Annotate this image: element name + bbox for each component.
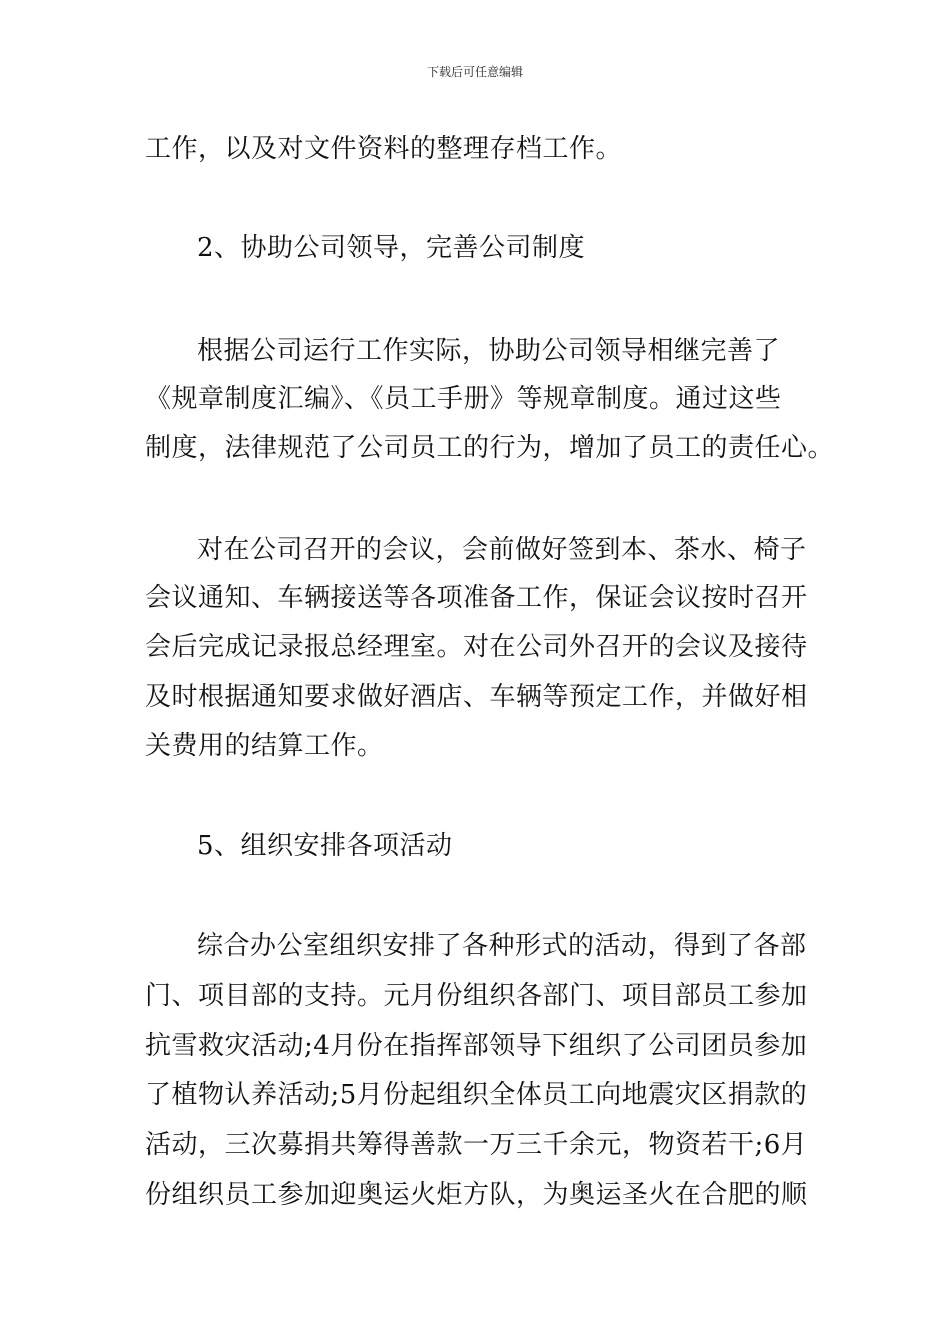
section-heading: 5、组织安排各项活动 [197, 831, 453, 861]
paragraph-line: 工作，以及对文件资料的整理存档工作。 [145, 134, 623, 164]
paragraph-line: 关费用的结算工作。 [145, 731, 384, 761]
paragraph-line: 对在公司召开的会议，会前做好签到本、茶水、椅子 [197, 535, 807, 565]
paragraph-line: 及时根据通知要求做好酒店、车辆等预定工作，并做好相 [145, 682, 808, 712]
paragraph-line: 《规章制度汇编》、《员工手册》等规章制度。通过这些 [145, 384, 782, 414]
paragraph-line: 活动，三次募捐共筹得善款一万三千余元，物资若干;6月 [145, 1130, 808, 1160]
paragraph-line: 了植物认养活动;5月份起组织全体员工向地震灾区捐款的 [145, 1080, 808, 1110]
paragraph-line: 根据公司运行工作实际，协助公司领导相继完善了 [197, 336, 781, 366]
paragraph-line: 综合办公室组织安排了各种形式的活动，得到了各部 [197, 931, 807, 961]
paragraph-line: 抗雪救灾活动;4月份在指挥部领导下组织了公司团员参加 [145, 1031, 808, 1061]
page-header: 下载后可任意编辑 [426, 65, 523, 79]
paragraph-line: 门、项目部的支持。元月份组织各部门、项目部员工参加 [145, 981, 808, 1011]
paragraph-line: 份组织员工参加迎奥运火炬方队，为奥运圣火在合肥的顺 [145, 1180, 808, 1210]
section-heading: 2、协助公司领导，完善公司制度 [197, 233, 586, 263]
paragraph-line: 会议通知、车辆接送等各项准备工作，保证会议按时召开 [145, 583, 808, 613]
paragraph-line: 会后完成记录报总经理室。对在公司外召开的会议及接待 [145, 632, 808, 662]
paragraph-line: 制度，法律规范了公司员工的行为，增加了员工的责任心。 [145, 433, 835, 463]
